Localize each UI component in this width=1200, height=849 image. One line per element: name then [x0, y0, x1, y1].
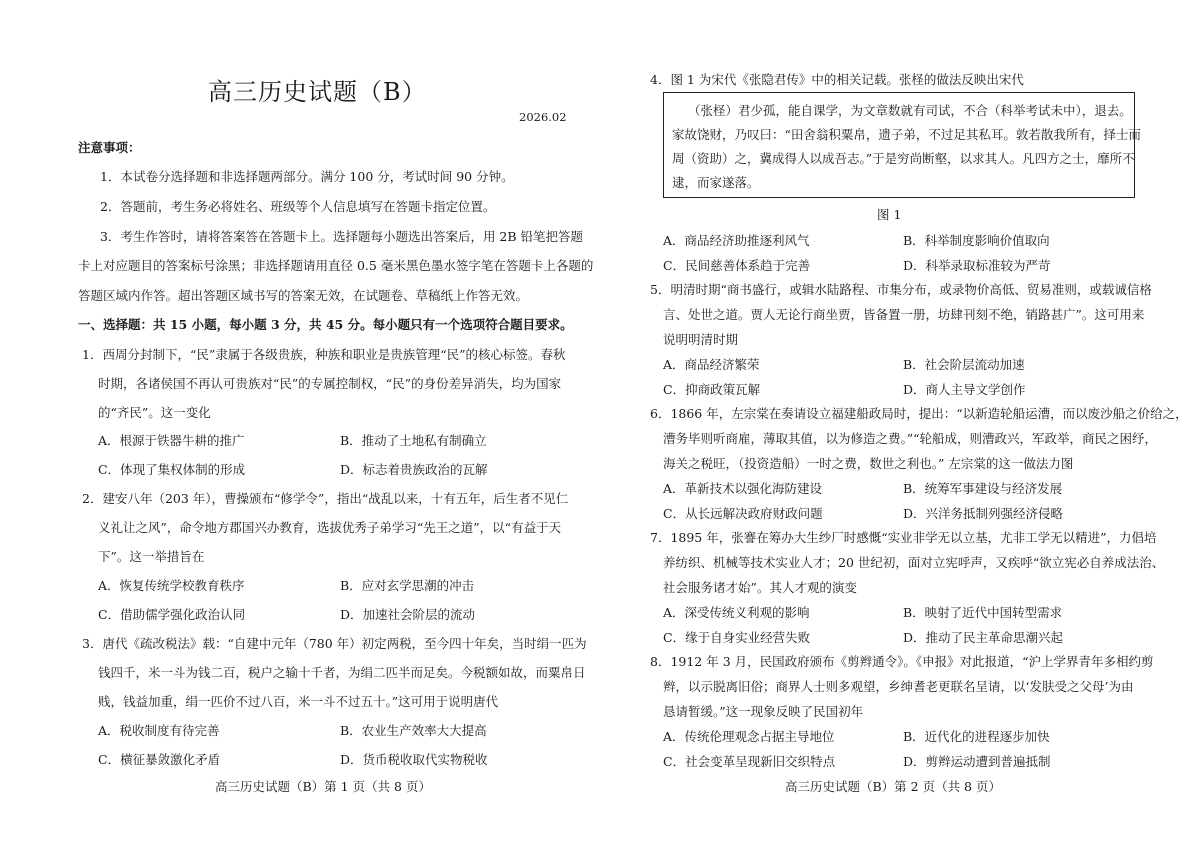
option-c[interactable]: C．体现了集权体制的形成 [98, 462, 246, 477]
option-b[interactable]: B．社会阶层流动加速 [903, 357, 1025, 372]
option-b[interactable]: B．科举制度影响价值取向 [903, 233, 1050, 248]
notice-line: 答题区域内作答。超出答题区域书写的答案无效，在试题卷、草稿纸上作答无效。 [78, 288, 529, 303]
question-line: 漕务毕则听商雇，薄取其值，以为修造之费。”“轮船成，则漕政兴，军政举，商民之困纾， [663, 431, 1158, 446]
section-heading: 一、选择题：共 15 小题，每小题 3 分，共 45 分。每小题只有一个选项符合题目要求。 [78, 317, 573, 332]
option-d[interactable]: D．货币税收取代实物税收 [340, 752, 488, 767]
option-c[interactable]: C．民间慈善体系趋于完善 [663, 258, 811, 273]
option-b[interactable]: B．应对玄学思潮的冲击 [340, 578, 475, 593]
question-line: 义礼让之风”，命令地方郡国兴办教育，选拔优秀子弟学习“先王之道”，以“有益于天 [98, 520, 562, 535]
option-d[interactable]: D．商人主导文学创作 [903, 382, 1026, 397]
question-line: 下”。这一举措旨在 [98, 549, 205, 564]
quote-line: 家故饶财，乃叹曰：“田舍翁积粟帛，遗子弟，不过足其私耳。敦若散我所有，择士而 [672, 127, 1141, 142]
quote-line: （张柽）君少孤，能自课学，为文章数就有司试，不合（科举考试未中），退去。 [688, 103, 1132, 118]
option-a[interactable]: A．革新技术以强化海防建设 [663, 481, 823, 496]
option-b[interactable]: B．推动了土地私有制确立 [340, 433, 487, 448]
quote-line: 逮，而家遂落。 [672, 175, 760, 190]
notice-line: 3．考生作答时，请将答案答在答题卡上。选择题每小题选出答案后，用 2B 铅笔把答题 [100, 229, 584, 244]
exam-date: 2026.02 [519, 110, 567, 124]
question-line: 说明明清时期 [663, 332, 739, 347]
option-c[interactable]: C．横征暴敛激化矛盾 [98, 752, 221, 767]
question-line: 贱，钱益加重，绢一匹价不过八百，米一斗不过五十。”这可用于说明唐代 [98, 694, 499, 709]
option-a[interactable]: A．深受传统义利观的影响 [663, 605, 810, 620]
option-d[interactable]: D．推动了民主革命思潮兴起 [903, 630, 1064, 645]
question-line: 3．唐代《疏改税法》载：“自建中元年（780 年）初定两税，至今四十年矣，当时绢一匹为 [82, 636, 587, 651]
option-c[interactable]: C．抑商政策瓦解 [663, 382, 761, 397]
question-line: 时期，各诸侯国不再认可贵族对“民”的专属控制权，“民”的身份差异消失，均为国家 [98, 376, 562, 391]
option-a[interactable]: A．根源于铁器牛耕的推广 [98, 433, 245, 448]
option-a[interactable]: A．商品经济助推逐利风气 [663, 233, 810, 248]
page-footer: 高三历史试题（B）第 1 页（共 8 页） [215, 779, 431, 794]
notice-heading: 注意事项： [78, 140, 141, 155]
option-d[interactable]: D．标志着贵族政治的瓦解 [340, 462, 488, 477]
question-line: 辫，以示脱离旧俗；商界人士则多观望，乡绅耆老更联名呈请，以‘发肤受之父母’为由 [663, 679, 1134, 694]
page-footer: 高三历史试题（B）第 2 页（共 8 页） [785, 779, 1001, 794]
figure-label: 图 1 [877, 207, 902, 222]
option-a[interactable]: A．传统伦理观念占据主导地位 [663, 729, 835, 744]
question-line: 言、处世之道。贾人无论行商坐贾，皆备置一册，坊肆刊刻不绝，销路甚广”。这可用来 [663, 307, 1145, 322]
option-d[interactable]: D．科举录取标准较为严苛 [903, 258, 1051, 273]
option-a[interactable]: A．商品经济繁荣 [663, 357, 760, 372]
option-c[interactable]: C．借助儒学强化政治认同 [98, 607, 246, 622]
question-line: 8．1912 年 3 月，民国政府颁布《剪辫通令》。《申报》对此报道，“沪上学界青年多相约剪 [650, 654, 1154, 669]
question-line: 的“齐民”。这一变化 [98, 405, 211, 420]
option-a[interactable]: A．税收制度有待完善 [98, 723, 220, 738]
option-d[interactable]: D．加速社会阶层的流动 [340, 607, 476, 622]
option-c[interactable]: C．社会变革呈现新旧交织特点 [663, 754, 836, 769]
question-line: 4．图 1 为宋代《张隐君传》中的相关记载。张柽的做法反映出宋代 [650, 72, 1024, 87]
page-title: 高三历史试题（B） [208, 78, 427, 106]
option-c[interactable]: C．从长远解决政府财政问题 [663, 506, 823, 521]
question-line: 恳请暂缓。”这一现象反映了民国初年 [663, 704, 864, 719]
question-line: 养纺织、机械等技术实业人才；20 世纪初，面对立宪呼声，又疾呼“欲立宪必自养成法治、 [663, 555, 1165, 570]
question-line: 7．1895 年，张謇在筹办大生纱厂时感慨“实业非学无以立基，尤非工学无以精进”，力倡培 [650, 530, 1157, 545]
question-line: 社会服务诸才始”。其人才观的演变 [663, 580, 857, 595]
notice-line: 1．本试卷分选择题和非选择题两部分。满分 100 分，考试时间 90 分钟。 [100, 169, 514, 184]
option-b[interactable]: B．近代化的进程逐步加快 [903, 729, 1050, 744]
question-line: 2．建安八年（203 年），曹操颁布“修学令”，指出“战乱以来，十有五年，后生者不见仁 [82, 491, 569, 506]
quote-line: 周（资助）之，冀成得人以成吾志。”于是穷尚断壑，以求其人。凡四方之士，靡所不 [672, 151, 1135, 166]
option-d[interactable]: D．兴洋务抵制列强经济侵略 [903, 506, 1064, 521]
question-line: 5．明清时期“商书盛行，或辑水陆路程、市集分布，或录物价高低、贸易准则，或载诚信格 [650, 282, 1152, 297]
option-b[interactable]: B．农业生产效率大大提高 [340, 723, 487, 738]
notice-line: 2．答题前，考生务必将姓名、班级等个人信息填写在答题卡指定位置。 [100, 199, 496, 214]
question-line: 1．西周分封制下，“民”隶属于各级贵族，种族和职业是贵族管理“民”的核心标签。春秋 [82, 347, 566, 362]
question-line: 6．1866 年，左宗棠在奏请设立福建船政局时，提出：“以新造轮船运漕，而以废沙船之价给之， [650, 406, 1188, 421]
question-line: 钱四千，米一斗为钱二百，税户之输十千者，为绢二匹半而足矣。今税额如故，而粟帛日 [98, 665, 586, 680]
quote-box [663, 92, 1141, 198]
question-line: 海关之税旺，（投资造船）一时之费，数世之利也。” 左宗棠的这一做法力图 [663, 456, 1074, 471]
option-b[interactable]: B．映射了近代中国转型需求 [903, 605, 1063, 620]
option-a[interactable]: A．恢复传统学校教育秩序 [98, 578, 245, 593]
option-b[interactable]: B．统筹军事建设与经济发展 [903, 481, 1063, 496]
option-d[interactable]: D．剪辫运动遭到普遍抵制 [903, 754, 1051, 769]
notice-line: 卡上对应题目的答案标号涂黑；非选择题请用直径 0.5 毫米黑色墨水签字笔在答题卡上各题的 [78, 258, 594, 273]
option-c[interactable]: C．缘于自身实业经营失败 [663, 630, 811, 645]
